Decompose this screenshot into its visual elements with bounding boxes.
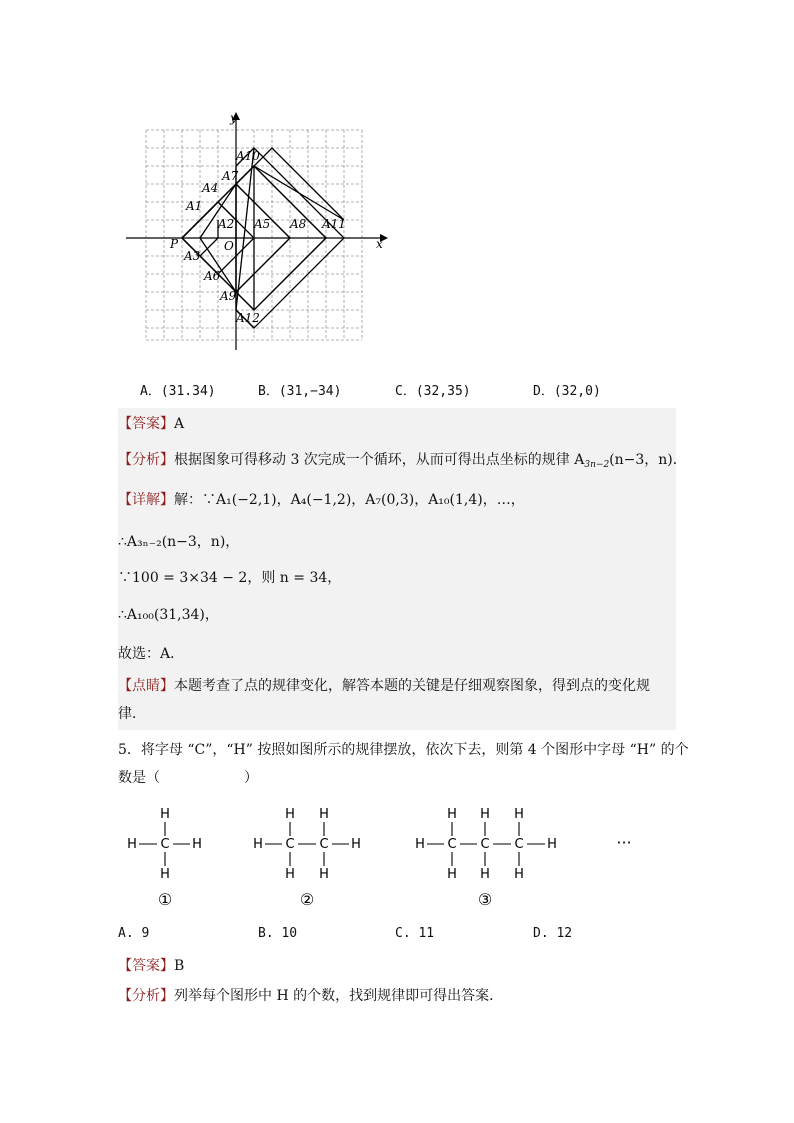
q4-option-c: C．(32,35) xyxy=(395,384,471,399)
c-atom: C xyxy=(319,837,329,852)
analysis-tag: 【分析】 xyxy=(118,988,174,1004)
answer-text: B xyxy=(174,958,185,974)
label-a9: A9 xyxy=(220,289,237,303)
q5-analysis xyxy=(118,986,503,1006)
ellipsis: ··· xyxy=(616,833,632,852)
answer-tag: 【答案】 xyxy=(118,416,174,432)
q4-analysis xyxy=(118,450,687,475)
q5-line1: 5．将字母 “C”，“H” 按照如图所示的规律摆放，依次下去，则第 4 个图形中字母 “H” 的个 xyxy=(118,742,689,758)
h-atom: H xyxy=(160,807,170,822)
h-atom: H xyxy=(480,807,490,822)
label-a4: A4 xyxy=(202,181,219,195)
detail-text: 解：∵A₁(−2,1)，A₄(−1,2)，A₇(0,3)，A₁₀(1,4)，…， xyxy=(174,492,525,508)
h-atom: H xyxy=(160,867,170,882)
q4-detail xyxy=(118,490,525,510)
h-atom: H xyxy=(285,807,295,822)
analysis-sub: 3n−2 xyxy=(584,460,610,470)
analysis-tail: (n−3，n)． xyxy=(609,452,687,468)
q5-option-a: A. 9 xyxy=(118,926,150,941)
label-a2: A2 xyxy=(218,217,235,231)
q4-option-b: B．(31,−34) xyxy=(258,384,342,399)
c-atom: C xyxy=(447,837,457,852)
q4-option-d: D．(32,0) xyxy=(533,384,601,399)
q5-line2: 数是（ ） xyxy=(118,770,258,786)
q5-option-c: C. 11 xyxy=(395,926,435,941)
c-atom: C xyxy=(160,837,170,852)
label-a1: A1 xyxy=(186,199,203,213)
q4-step1: ∴A₃ₙ₋₂(n−3，n)， xyxy=(118,534,240,550)
figure-label-1: ① xyxy=(157,890,173,909)
label-a8: A8 xyxy=(290,217,307,231)
coordinate-figure xyxy=(118,110,394,360)
comment-text: 本题考查了点的规律变化，解答本题的关键是仔细观察图象，得到点的变化规 xyxy=(174,678,650,694)
q4-choose: 故选：A． xyxy=(118,646,185,662)
comment-tag: 【点睛】 xyxy=(118,678,174,694)
q5-option-b: B. 10 xyxy=(258,926,298,941)
h-atom: H xyxy=(547,837,557,852)
q4-option-a: A．(31.34) xyxy=(140,384,216,399)
x-axis-label: x xyxy=(376,237,383,251)
h-atom: H xyxy=(127,837,137,852)
q4-comment xyxy=(118,676,650,696)
q4-step3: ∴A₁₀₀(31,34)， xyxy=(118,607,219,623)
c-atom: C xyxy=(285,837,295,852)
label-a12: A12 xyxy=(236,311,260,325)
figure-label-3: ③ xyxy=(477,890,493,909)
h-atom: H xyxy=(480,867,490,882)
answer-tag: 【答案】 xyxy=(118,958,174,974)
label-a7: A7 xyxy=(222,169,239,183)
label-a10: A10 xyxy=(236,149,260,163)
label-a11: A11 xyxy=(322,217,346,231)
label-a3: A3 xyxy=(184,249,201,263)
q5-option-d: D. 12 xyxy=(533,926,573,941)
point-p-label: P xyxy=(170,237,179,251)
label-a6: A6 xyxy=(204,269,221,283)
h-atom: H xyxy=(319,807,329,822)
h-atom: H xyxy=(351,837,361,852)
analysis-text: 列举每个图形中 H 的个数，找到规律即可得出答案． xyxy=(174,988,504,1004)
molecule-figures xyxy=(118,800,678,915)
h-atom: H xyxy=(415,837,425,852)
answer-text: A xyxy=(174,416,185,432)
h-atom: H xyxy=(253,837,263,852)
c-atom: C xyxy=(514,837,524,852)
analysis-tag: 【分析】 xyxy=(118,452,174,468)
analysis-text: 根据图象可得移动 3 次完成一个循环，从而可得出点坐标的规律 A xyxy=(174,452,585,468)
detail-tag: 【详解】 xyxy=(118,492,174,508)
q5-answer xyxy=(118,956,184,976)
q4-answer xyxy=(118,414,184,434)
h-atom: H xyxy=(514,807,524,822)
h-atom: H xyxy=(447,867,457,882)
c-atom: C xyxy=(480,837,490,852)
h-atom: H xyxy=(192,837,202,852)
figure-label-2: ② xyxy=(299,890,315,909)
origin-label: O xyxy=(224,239,234,253)
q4-step2: ∵100 = 3×34 − 2，则 n = 34， xyxy=(118,570,342,586)
h-atom: H xyxy=(285,867,295,882)
h-atom: H xyxy=(447,807,457,822)
h-atom: H xyxy=(514,867,524,882)
q4-comment-cont: 律． xyxy=(118,706,146,722)
label-a5: A5 xyxy=(254,217,271,231)
y-axis-label: y xyxy=(230,111,237,125)
h-atom: H xyxy=(319,867,329,882)
